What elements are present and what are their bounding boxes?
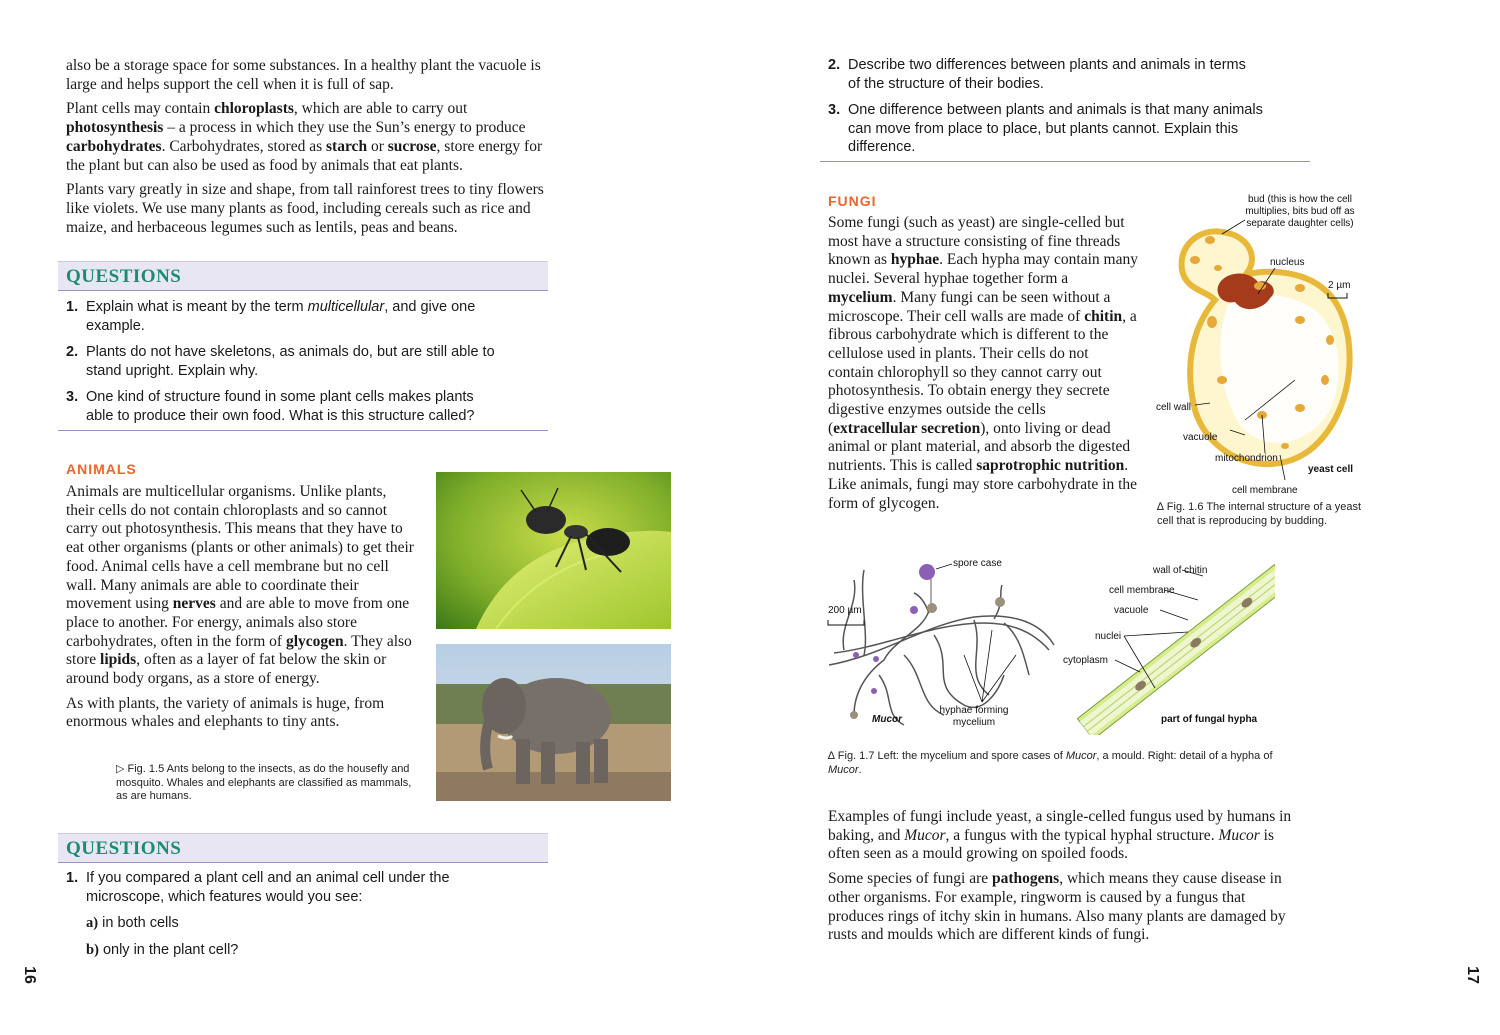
label-bud-line3: separate daughter cells): [1246, 218, 1354, 229]
intro-paragraph: also be a storage space for some substances. In a healthy plant the vacuole is large and helps support the cell when it is full of sap.: [66, 57, 541, 93]
question-item: 3. One kind of structure found in some plant cells makes plants able to produce their own food. What is this structure called?: [66, 389, 475, 424]
label-vacuole: vacuole: [1114, 605, 1149, 616]
elephant-photo: [436, 644, 671, 801]
question-item: 1. Explain what is meant by the term multicellular, and give one example.: [66, 299, 476, 334]
label-mucor: Mucor: [872, 714, 902, 725]
label-scale: 2 µm: [1328, 280, 1351, 291]
question-item: 3. One difference between plants and animals is that many animals can move from place to place, but plants cannot. Explain this difference.: [828, 102, 1263, 155]
question-number: 1.: [66, 299, 79, 315]
label-cell-membrane: cell membrane: [1232, 485, 1298, 496]
fungi-text: [828, 214, 1138, 519]
questions-title: QUESTIONS: [66, 838, 182, 859]
yeast-cell-diagram: [1150, 190, 1365, 500]
question-number: 3.: [828, 102, 841, 118]
question-item: 1. If you compared a plant cell and an animal cell under the microscope, which features would you see:: [66, 870, 450, 905]
fungi-examples-text: [828, 808, 1298, 951]
mucor-mycelium-diagram: [824, 555, 1064, 735]
ant-photo: [436, 472, 671, 629]
questions-header: [58, 261, 548, 291]
label-nuclei: nuclei: [1095, 631, 1122, 642]
label-cell-wall: cell wall: [1156, 402, 1192, 413]
label-bud-line1: bud (this is how the cell: [1248, 194, 1352, 205]
questions-divider: [820, 161, 1310, 162]
questions-header: [58, 833, 548, 863]
question-subitem: a) in both cells: [86, 915, 179, 931]
label-bud-line2: multiplies, bits bud off as: [1245, 206, 1355, 217]
page-number-left: 16: [20, 966, 38, 984]
label-nucleus: nucleus: [1270, 257, 1305, 268]
questions-list: [66, 869, 550, 959]
questions-list: [828, 56, 1313, 157]
animals-heading: ANIMALS: [66, 461, 137, 477]
animals-text: [66, 483, 414, 738]
fig16-caption: ∆ Fig. 1.6 The internal structure of a yeast cell that is reproducing by budding.: [1157, 501, 1362, 527]
page-number-right: 17: [1463, 966, 1481, 984]
label-cytoplasm: cytoplasm: [1063, 655, 1109, 666]
label-part-of-fungal-hypha: part of fungal hypha: [1161, 714, 1258, 725]
label-spore-case: spore case: [953, 558, 1002, 569]
question-number: 1.: [66, 870, 79, 886]
fig15-caption: ▷ Fig. 1.5 Ants belong to the insects, as do the housefly and mosquito. Whales and elephants are classified as mammals, as are humans.: [116, 763, 412, 802]
fungi-paragraph: Some fungi (such as yeast) are single-celled but most have a structure consisting of fine threads known as hyphae. Each hypha may contain many nuclei. Several hyphae together form a mycelium. Many fungi can be seen without a microscope. Their cell walls are made of chitin, a fibrous carbohydrate which is different to the cellulose used in plants. Their cells do not contain chlorophyll so they cannot carry out photosynthesis. To obtain energy they secrete digestive enzymes outside the cells (extracellular secretion), onto living or dead animal or plant material, and absorb the digested nutrients. This is called saprotrophic nutrition. Like animals, fungi may store carbohydrate in the form of glycogen.: [828, 214, 1138, 512]
intro-paragraph: Plant cells may contain chloroplasts, which are able to carry out photosynthesis – a process in which they use the Sun’s energy to produce carbohydrates. Carbohydrates, stored as starch or sucrose, store energy for the plant but can also be used as food by animals that eat plants.: [66, 100, 543, 174]
question-number: 2.: [828, 57, 841, 73]
label-yeast-cell: yeast cell: [1308, 464, 1354, 475]
fig17-caption: ∆ Fig. 1.7 Left: the mycelium and spore cases of Mucor, a mould. Right: detail of a hypha of Mucor.: [828, 750, 1273, 776]
label-mitochondrion: mitochondrion: [1215, 453, 1278, 464]
label-wall-of-chitin: wall of chitin: [1153, 565, 1208, 576]
question-item: 2. Plants do not have skeletons, as animals do, but are still able to stand upright. Explain why.: [66, 344, 495, 379]
questions-title: QUESTIONS: [66, 266, 182, 287]
animals-paragraph: As with plants, the variety of animals is huge, from enormous whales and elephants to tiny ants.: [66, 694, 385, 731]
fungi-examples-paragraph: Some species of fungi are pathogens, which means they cause disease in other organisms. For example, ringworm is caused by a fungus that produces rings of itchy skin in humans. Also many plants are damaged by rusts and moulds which are different kinds of fungi.: [828, 870, 1286, 944]
fungi-examples-paragraph: Examples of fungi include yeast, a single-celled fungus used by humans in baking, and Mucor, a fungus with the typical hyphal structure. Mucor is often seen as a mould growing on spoiled foods.: [828, 808, 1292, 863]
intro-paragraph: Plants vary greatly in size and shape, from tall rainforest trees to tiny flowers like violets. We use many plants as food, including cereals such as rice and maize, and herbaceous legumes such as lentils, peas and beans.: [66, 181, 544, 236]
question-number: 2.: [66, 344, 79, 360]
animals-paragraph: Animals are multicellular organisms. Unlike plants, their cells do not contain chloroplasts and so cannot carry out photosynthesis. This means that they have to eat other organisms (plants or other animals) to get their food. Animal cells have a cell membrane but no cell wall. Many animals are able to coordinate their movement using nerves and are able to move from one place to another. For energy, animals also store carbohydrates, often in the form of glycogen. They also store lipids, often as a layer of fat below the skin or around body organs, as a store of energy.: [66, 483, 414, 688]
question-item: 2. Describe two differences between plants and animals in terms of the structure of their bodies.: [828, 57, 1246, 92]
label-hyphae-line2: mycelium: [952, 717, 996, 728]
fungal-hypha-diagram: [1060, 560, 1275, 735]
questions-divider: [58, 430, 548, 431]
fungi-heading: FUNGI: [828, 193, 877, 209]
label-scale: 200 µm: [828, 605, 862, 616]
question-subitem: b) only in the plant cell?: [86, 941, 239, 958]
label-hyphae-line1: hyphae forming: [939, 705, 1009, 716]
question-number: 3.: [66, 389, 79, 405]
label-cell-membrane: cell membrane: [1109, 585, 1175, 596]
left-intro-text: [66, 57, 550, 243]
questions-list: [66, 298, 550, 425]
label-vacuole: vacuole: [1183, 432, 1218, 443]
